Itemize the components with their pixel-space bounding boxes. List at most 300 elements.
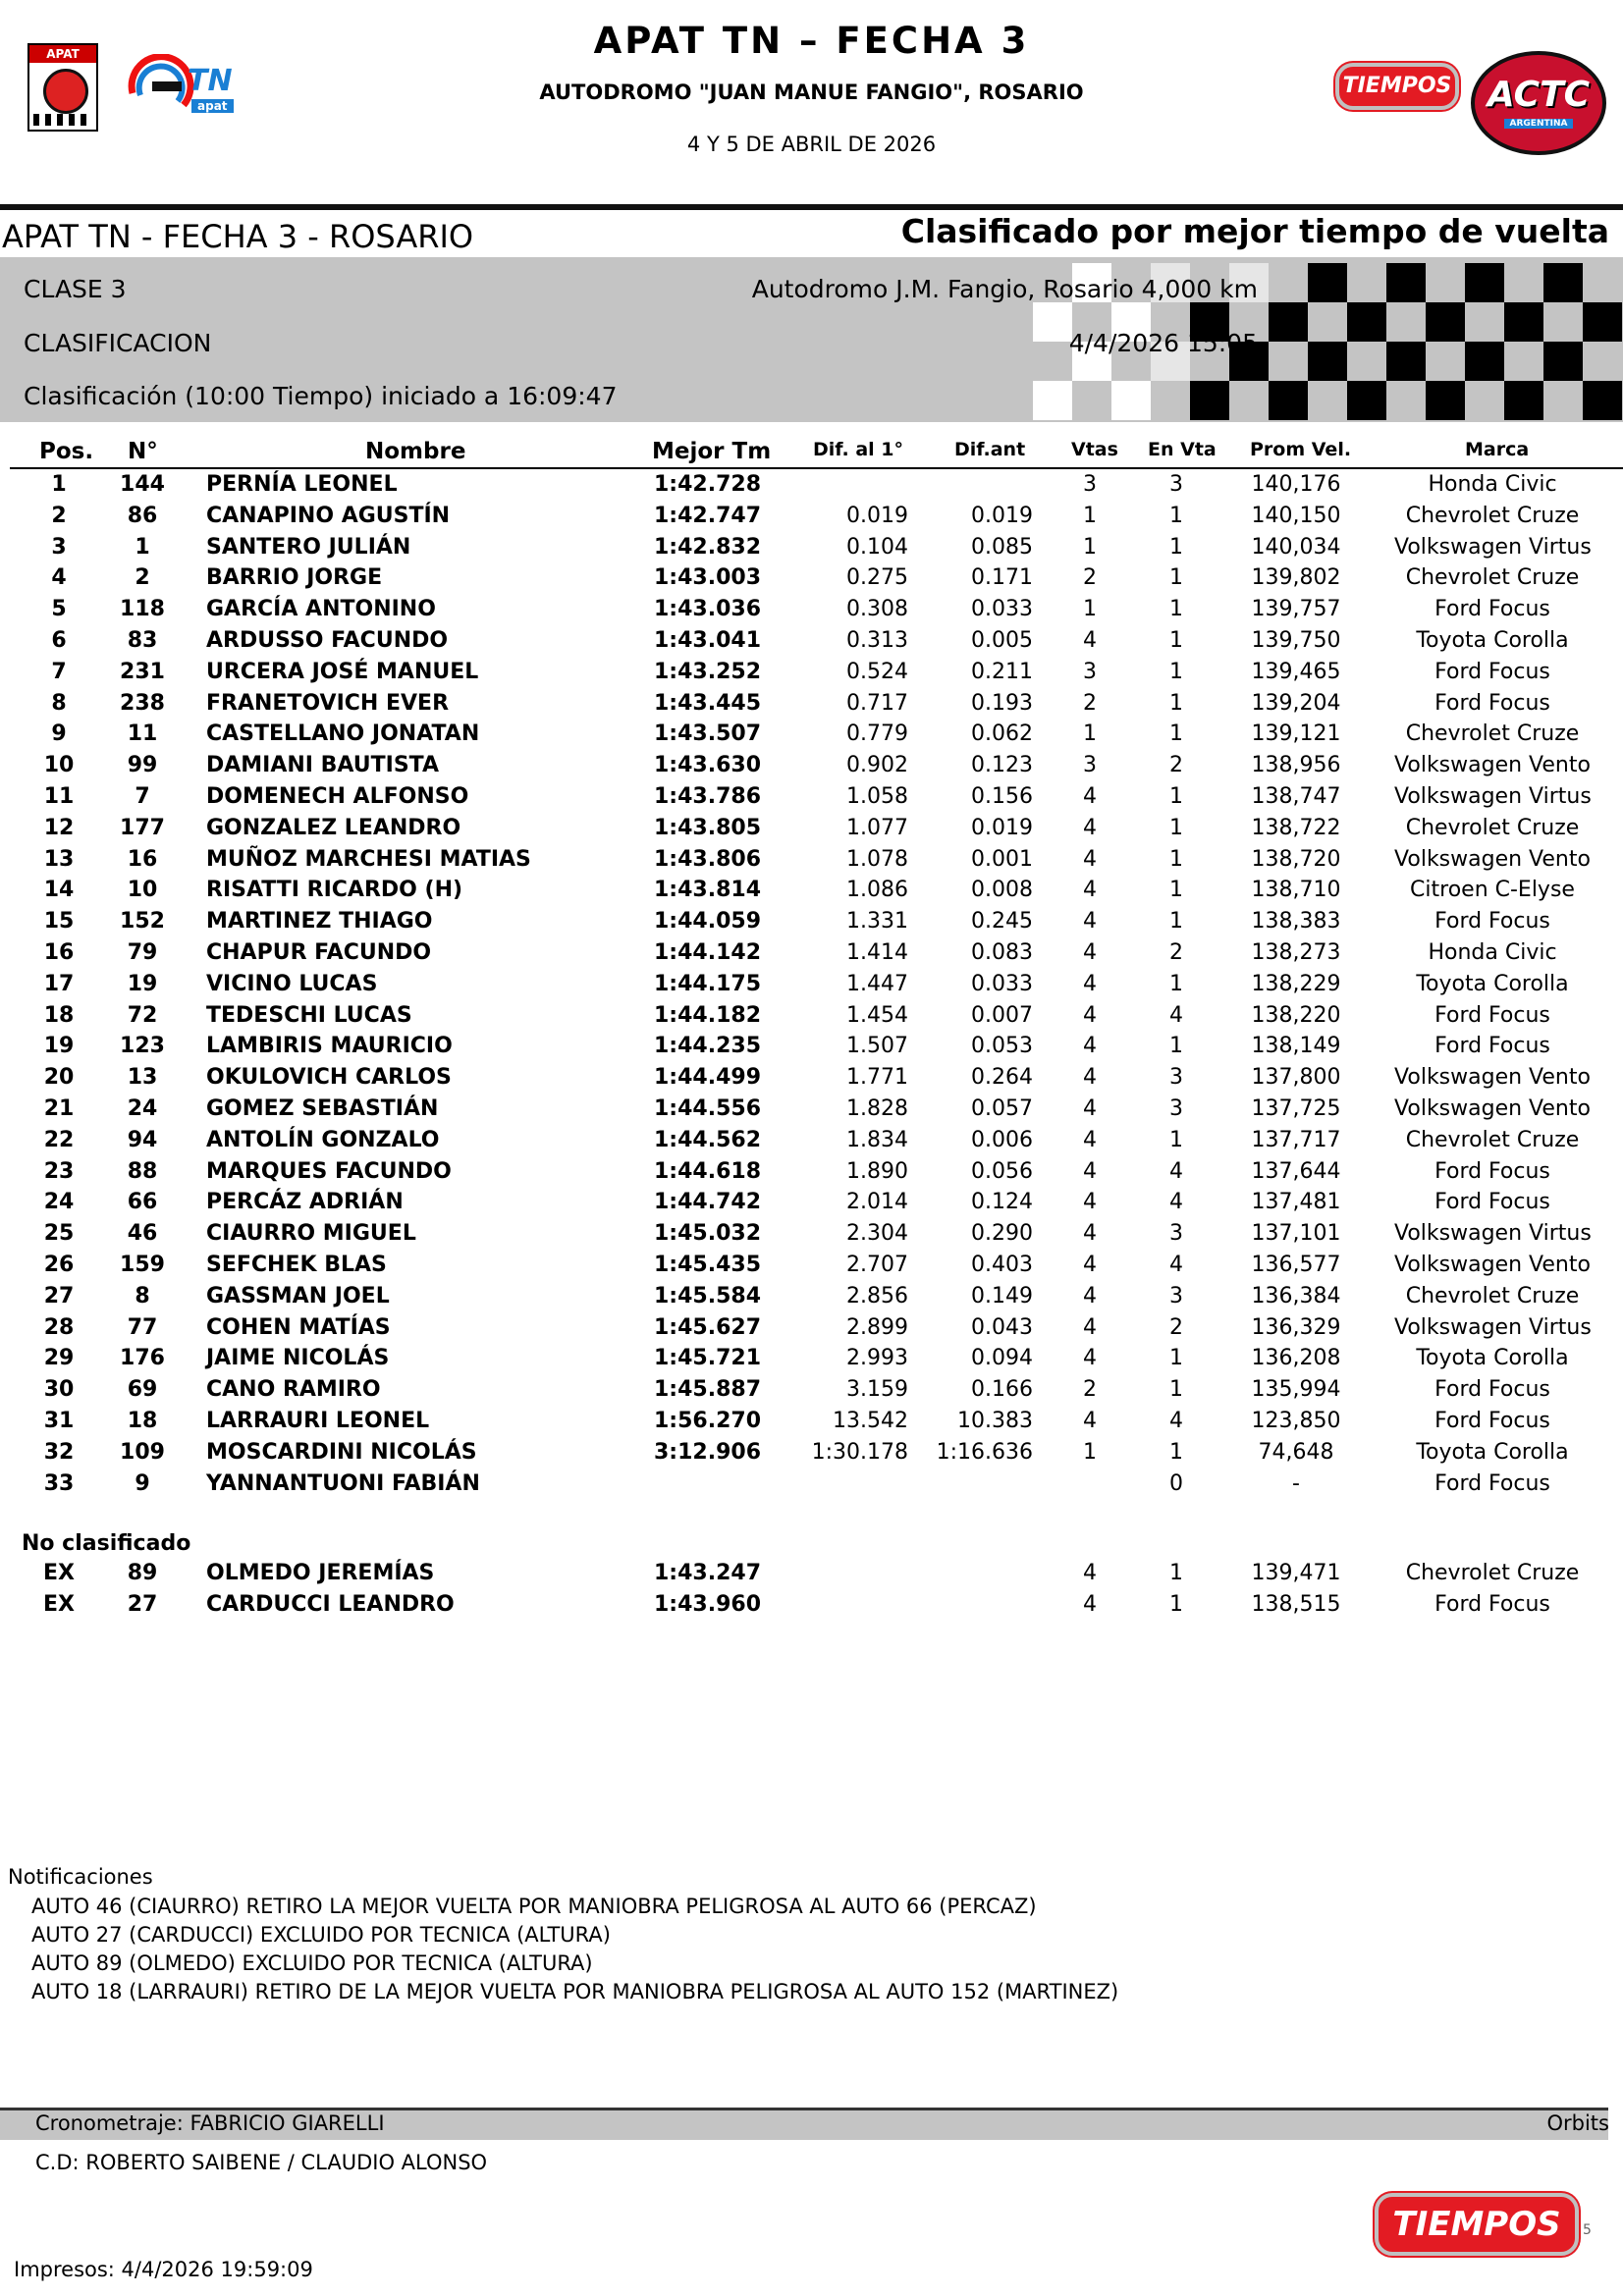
checker-square xyxy=(1347,381,1386,420)
cell-pos: 8 xyxy=(51,690,67,716)
cell-avg-speed: 139,121 xyxy=(1251,721,1341,747)
cell-best-time: 1:43.507 xyxy=(654,721,762,747)
cell-driver-name: MARQUES FACUNDO xyxy=(206,1158,452,1184)
cell-gap-first: 2.707 xyxy=(846,1253,908,1277)
cell-gap-first: 0.313 xyxy=(846,628,908,653)
cell-gap-first: 1.507 xyxy=(846,1034,908,1059)
cell-pos: 27 xyxy=(43,1283,75,1308)
tiempos-logo-footer-text: TIEMPOS xyxy=(1392,2205,1561,2244)
cell-gap-first: 3.159 xyxy=(846,1377,908,1403)
cell-laps: 4 xyxy=(1083,1096,1097,1121)
timing-credit: Cronometraje: FABRICIO GIARELLI xyxy=(35,2111,385,2135)
cell-laps: 4 xyxy=(1083,1002,1097,1028)
cell-pos: 31 xyxy=(43,1409,75,1433)
cell-gap-first: 1:30.178 xyxy=(811,1439,908,1465)
cell-laps: 4 xyxy=(1083,784,1097,809)
cell-laps: 4 xyxy=(1083,1409,1097,1433)
cell-pos: 17 xyxy=(43,971,75,996)
cell-pos: 7 xyxy=(51,659,67,684)
cell-in-lap: 3 xyxy=(1169,1065,1183,1091)
cell-number: 10 xyxy=(127,878,158,903)
cell-avg-speed: 138,220 xyxy=(1251,1002,1341,1028)
checker-square xyxy=(1111,381,1151,420)
cell-brand: Volkswagen Vento xyxy=(1394,1065,1591,1091)
cell-number: 66 xyxy=(127,1190,158,1215)
table-row xyxy=(0,721,1623,752)
cell-gap-prev: 0.057 xyxy=(971,1096,1033,1121)
table-row xyxy=(0,1096,1623,1127)
cell-in-lap: 1 xyxy=(1169,534,1183,560)
table-row xyxy=(0,784,1623,815)
cell-number: 177 xyxy=(120,815,165,840)
cell-gap-prev: 0.033 xyxy=(971,971,1033,996)
checker-square xyxy=(1426,302,1465,342)
cell-avg-speed: 138,273 xyxy=(1251,940,1341,965)
cell-number: 86 xyxy=(127,503,158,528)
cell-driver-name: MOSCARDINI NICOLÁS xyxy=(206,1439,477,1465)
cell-best-time: 1:44.235 xyxy=(654,1034,762,1059)
cell-number: 18 xyxy=(127,1409,158,1433)
cell-brand: Toyota Corolla xyxy=(1416,1346,1569,1371)
cell-in-lap: 2 xyxy=(1169,753,1183,778)
cell-avg-speed: 138,383 xyxy=(1251,909,1341,934)
checker-square xyxy=(1347,302,1386,342)
cell-gap-prev: 0.007 xyxy=(971,1002,1033,1028)
cell-pos: 14 xyxy=(43,878,75,903)
cell-avg-speed: 139,471 xyxy=(1251,1561,1341,1585)
checker-square xyxy=(1504,381,1543,420)
cell-driver-name: VICINO LUCAS xyxy=(206,971,378,996)
table-row xyxy=(0,1159,1623,1190)
cell-number: 123 xyxy=(120,1034,165,1059)
cell-gap-first: 1.414 xyxy=(846,940,908,965)
cell-brand: Ford Focus xyxy=(1434,909,1550,934)
cell-number: 11 xyxy=(127,721,158,747)
checker-square xyxy=(1190,381,1229,420)
event-name: APAT TN - FECHA 3 - ROSARIO xyxy=(2,218,474,255)
cell-gap-prev: 0.264 xyxy=(971,1065,1033,1091)
cell-driver-name: BARRIO JORGE xyxy=(206,565,383,591)
cell-best-time: 1:42.832 xyxy=(654,534,762,560)
table-row xyxy=(0,1471,1623,1502)
cell-in-lap: 1 xyxy=(1169,659,1183,684)
checker-square xyxy=(1543,342,1583,381)
cell-brand: Ford Focus xyxy=(1434,1158,1550,1184)
cell-in-lap: 4 xyxy=(1169,1190,1183,1215)
cell-pos: 22 xyxy=(43,1127,75,1152)
cell-number: 118 xyxy=(120,597,165,622)
cell-in-lap: 1 xyxy=(1169,971,1183,996)
notification-item: AUTO 46 (CIAURRO) RETIRO LA MEJOR VUELTA POR MANIOBRA PELIGROSA AL AUTO 66 (PERCAZ) xyxy=(31,1895,1037,1918)
table-row xyxy=(0,753,1623,783)
cell-gap-prev: 0.085 xyxy=(971,534,1033,560)
cell-avg-speed: 135,994 xyxy=(1251,1377,1341,1403)
cell-gap-first: 1.828 xyxy=(846,1096,908,1121)
cell-laps: 2 xyxy=(1083,565,1097,591)
cell-number: 88 xyxy=(127,1158,158,1184)
cell-brand: Ford Focus xyxy=(1434,1591,1550,1617)
cell-number: 231 xyxy=(120,659,165,684)
cell-avg-speed: 139,750 xyxy=(1251,628,1341,653)
cell-driver-name: OKULOVICH CARLOS xyxy=(206,1065,452,1091)
cell-pos: 13 xyxy=(43,846,75,872)
notification-item: AUTO 18 (LARRAURI) RETIRO DE LA MEJOR VUELTA POR MANIOBRA PELIGROSA AL AUTO 152 (MARTINEZ) xyxy=(31,1980,1119,2003)
cell-number: 94 xyxy=(127,1127,158,1152)
cell-avg-speed: 136,208 xyxy=(1251,1346,1341,1371)
cell-gap-prev: 0.005 xyxy=(971,628,1033,653)
cell-gap-prev: 0.056 xyxy=(971,1158,1033,1184)
cell-brand: Volkswagen Vento xyxy=(1394,1253,1591,1277)
cell-avg-speed: 138,720 xyxy=(1251,846,1341,872)
cell-driver-name: PERCÁZ ADRIÁN xyxy=(206,1190,404,1215)
cell-laps: 4 xyxy=(1083,909,1097,934)
table-row xyxy=(0,878,1623,908)
cell-laps: 4 xyxy=(1083,1065,1097,1091)
cell-in-lap: 1 xyxy=(1169,721,1183,747)
cell-driver-name: CIAURRO MIGUEL xyxy=(206,1221,416,1247)
table-row xyxy=(0,1003,1623,1034)
cell-best-time: 1:44.742 xyxy=(654,1190,762,1215)
cell-gap-first: 0.308 xyxy=(846,597,908,622)
cell-gap-first: 1.454 xyxy=(846,1002,908,1028)
cell-in-lap: 4 xyxy=(1169,1158,1183,1184)
cell-driver-name: TEDESCHI LUCAS xyxy=(206,1002,412,1028)
cell-brand: Ford Focus xyxy=(1434,597,1550,622)
tn-logo-subtext: apat xyxy=(191,99,234,113)
table-row xyxy=(0,1592,1623,1623)
cell-laps: 1 xyxy=(1083,721,1097,747)
cell-gap-first: 0.524 xyxy=(846,659,908,684)
table-row xyxy=(0,565,1623,596)
cell-number: 9 xyxy=(135,1470,150,1496)
cell-gap-first: 1.086 xyxy=(846,878,908,903)
cell-avg-speed: 74,648 xyxy=(1258,1439,1334,1465)
cell-avg-speed: 137,725 xyxy=(1251,1096,1341,1121)
cell-pos: 6 xyxy=(51,628,67,653)
col-header-gap-first: Dif. al 1° xyxy=(813,439,904,460)
cell-best-time: 1:43.003 xyxy=(654,565,762,591)
cell-avg-speed: 138,229 xyxy=(1251,971,1341,996)
cell-avg-speed: 140,176 xyxy=(1251,472,1341,497)
cell-pos: 16 xyxy=(43,940,75,965)
table-row xyxy=(0,1034,1623,1064)
cell-number: 152 xyxy=(120,909,165,934)
cell-pos: 30 xyxy=(43,1377,75,1403)
tn-logo-text: TN xyxy=(188,64,233,98)
checker-square xyxy=(1386,342,1426,381)
cell-number: 109 xyxy=(120,1439,165,1465)
cell-best-time: 1:45.032 xyxy=(654,1221,762,1247)
cell-in-lap: 3 xyxy=(1169,1283,1183,1308)
cell-best-time: 3:12.906 xyxy=(654,1439,762,1465)
cell-gap-first: 0.275 xyxy=(846,565,908,591)
cell-in-lap: 1 xyxy=(1169,1439,1183,1465)
cell-brand: Ford Focus xyxy=(1434,1409,1550,1433)
session-datetime: 4/4/2026 15:05 xyxy=(1068,329,1258,357)
cell-gap-first: 2.304 xyxy=(846,1221,908,1247)
cell-gap-prev: 0.156 xyxy=(971,784,1033,809)
table-row xyxy=(0,1561,1623,1591)
session-label: CLASIFICACION xyxy=(24,329,212,357)
cell-pos: 5 xyxy=(51,597,67,622)
cell-avg-speed: 140,034 xyxy=(1251,534,1341,560)
cell-number: 7 xyxy=(135,784,150,809)
cell-in-lap: 1 xyxy=(1169,784,1183,809)
table-row xyxy=(0,504,1623,534)
cell-laps: 4 xyxy=(1083,971,1097,996)
table-row xyxy=(0,847,1623,878)
cell-gap-prev: 10.383 xyxy=(957,1409,1033,1433)
cell-in-lap: 3 xyxy=(1169,1221,1183,1247)
table-row xyxy=(0,1409,1623,1439)
table-row xyxy=(0,628,1623,659)
col-header-best: Mejor Tm xyxy=(652,439,772,464)
checker-square xyxy=(1033,302,1072,342)
cell-best-time: 1:45.584 xyxy=(654,1283,762,1308)
cell-avg-speed: 139,204 xyxy=(1251,690,1341,716)
cell-laps: 4 xyxy=(1083,1158,1097,1184)
cell-avg-speed: 136,384 xyxy=(1251,1283,1341,1308)
cell-in-lap: 0 xyxy=(1169,1470,1183,1496)
cell-avg-speed: 123,850 xyxy=(1251,1409,1341,1433)
cell-avg-speed: 137,481 xyxy=(1251,1190,1341,1215)
printed-timestamp: Impresos: 4/4/2026 19:59:09 xyxy=(14,2258,313,2281)
table-row xyxy=(0,816,1623,846)
cell-brand: Citroen C-Elyse xyxy=(1410,878,1575,903)
cell-gap-prev: 0.124 xyxy=(971,1190,1033,1215)
cell-driver-name: COHEN MATÍAS xyxy=(206,1314,391,1340)
cell-gap-prev: 0.290 xyxy=(971,1221,1033,1247)
cell-number: 19 xyxy=(127,971,158,996)
table-row xyxy=(0,909,1623,939)
cell-best-time: 1:42.747 xyxy=(654,503,762,528)
cell-gap-prev: 0.043 xyxy=(971,1314,1033,1340)
cell-pos: 18 xyxy=(43,1002,75,1028)
col-header-name: Nombre xyxy=(365,439,466,464)
cell-driver-name: CARDUCCI LEANDRO xyxy=(206,1591,455,1617)
cell-brand: Volkswagen Virtus xyxy=(1394,1221,1592,1247)
cell-number: 83 xyxy=(127,628,158,653)
cell-brand: Volkswagen Vento xyxy=(1394,846,1591,872)
cell-pos: 1 xyxy=(51,472,67,497)
cell-driver-name: CANO RAMIRO xyxy=(206,1377,381,1403)
cell-brand: Chevrolet Cruze xyxy=(1405,1127,1580,1152)
cell-gap-prev: 0.019 xyxy=(971,503,1033,528)
cell-pos: 11 xyxy=(43,784,75,809)
cell-brand: Chevrolet Cruze xyxy=(1405,503,1580,528)
cell-laps: 1 xyxy=(1083,597,1097,622)
cell-gap-prev: 0.083 xyxy=(971,940,1033,965)
cell-laps: 4 xyxy=(1083,1034,1097,1059)
checker-square xyxy=(1386,263,1426,302)
table-row xyxy=(0,1346,1623,1376)
cell-best-time: 1:45.627 xyxy=(654,1314,762,1340)
checker-square xyxy=(1308,263,1347,302)
checker-square xyxy=(1465,263,1504,302)
table-row xyxy=(0,1440,1623,1470)
checker-square xyxy=(1543,263,1583,302)
table-row xyxy=(0,1128,1623,1158)
cell-gap-first: 2.993 xyxy=(846,1346,908,1371)
cell-gap-prev: 0.193 xyxy=(971,690,1033,716)
venue-subtitle: AUTODROMO "JUAN MANUE FANGIO", ROSARIO xyxy=(539,80,1084,104)
cell-avg-speed: 136,329 xyxy=(1251,1314,1341,1340)
cell-in-lap: 1 xyxy=(1169,815,1183,840)
cell-number: 159 xyxy=(120,1253,165,1277)
cell-brand: Honda Civic xyxy=(1428,940,1557,965)
cell-pos: 15 xyxy=(43,909,75,934)
cell-number: 24 xyxy=(127,1096,158,1121)
apat-logo-text: APAT xyxy=(29,45,96,63)
cell-brand: Volkswagen Virtus xyxy=(1394,534,1592,560)
cell-number: 13 xyxy=(127,1065,158,1091)
checker-square xyxy=(1308,342,1347,381)
cell-driver-name: RISATTI RICARDO (H) xyxy=(206,878,463,903)
cell-gap-first: 2.899 xyxy=(846,1314,908,1340)
cell-pos: 9 xyxy=(51,721,67,747)
cell-pos: EX xyxy=(43,1561,75,1585)
cell-avg-speed: 139,802 xyxy=(1251,565,1341,591)
cell-brand: Chevrolet Cruze xyxy=(1405,565,1580,591)
cell-in-lap: 1 xyxy=(1169,1127,1183,1152)
cell-best-time: 1:44.142 xyxy=(654,940,762,965)
track-info: Autodromo J.M. Fangio, Rosario 4,000 km xyxy=(751,275,1258,303)
cell-best-time: 1:43.247 xyxy=(654,1561,762,1585)
cell-pos: 29 xyxy=(43,1346,75,1371)
table-row xyxy=(0,660,1623,690)
cell-laps: 4 xyxy=(1083,1190,1097,1215)
cell-in-lap: 4 xyxy=(1169,1253,1183,1277)
cell-gap-first: 1.077 xyxy=(846,815,908,840)
cell-best-time: 1:44.182 xyxy=(654,1002,762,1028)
cell-best-time: 1:44.556 xyxy=(654,1096,762,1121)
cell-best-time: 1:44.499 xyxy=(654,1065,762,1091)
table-row xyxy=(0,940,1623,971)
cell-driver-name: DOMENECH ALFONSO xyxy=(206,784,469,809)
cell-brand: Ford Focus xyxy=(1434,1034,1550,1059)
table-row xyxy=(0,535,1623,565)
cell-number: 69 xyxy=(127,1377,158,1403)
cell-laps: 3 xyxy=(1083,472,1097,497)
cell-in-lap: 4 xyxy=(1169,1409,1183,1433)
cell-best-time: 1:42.728 xyxy=(654,472,762,497)
notification-item: AUTO 27 (CARDUCCI) EXCLUIDO POR TECNICA (ALTURA) xyxy=(31,1923,611,1947)
cell-gap-prev: 0.403 xyxy=(971,1253,1033,1277)
cell-best-time: 1:43.805 xyxy=(654,815,762,840)
cell-gap-prev: 0.094 xyxy=(971,1346,1033,1371)
cell-driver-name: GONZALEZ LEANDRO xyxy=(206,815,461,840)
cell-best-time: 1:43.445 xyxy=(654,690,762,716)
table-row xyxy=(0,1253,1623,1283)
cell-brand: Ford Focus xyxy=(1434,659,1550,684)
cell-best-time: 1:45.435 xyxy=(654,1253,762,1277)
table-row xyxy=(0,1065,1623,1095)
cell-gap-prev: 0.123 xyxy=(971,753,1033,778)
cell-brand: Chevrolet Cruze xyxy=(1405,1283,1580,1308)
cell-pos: 24 xyxy=(43,1190,75,1215)
cell-gap-first: 1.058 xyxy=(846,784,908,809)
checkered-strip-icon xyxy=(33,114,92,126)
cell-in-lap: 1 xyxy=(1169,628,1183,653)
cell-in-lap: 2 xyxy=(1169,940,1183,965)
cell-pos: 21 xyxy=(43,1096,75,1121)
table-row xyxy=(0,1190,1623,1220)
cell-pos: 33 xyxy=(43,1470,75,1496)
cell-gap-first: 1.890 xyxy=(846,1158,908,1184)
cell-driver-name: LARRAURI LEONEL xyxy=(206,1409,430,1433)
cell-driver-name: LAMBIRIS MAURICIO xyxy=(206,1034,453,1059)
cell-laps: 4 xyxy=(1083,1221,1097,1247)
cell-best-time: 1:43.041 xyxy=(654,628,762,653)
cell-brand: Ford Focus xyxy=(1434,1470,1550,1496)
cell-in-lap: 1 xyxy=(1169,690,1183,716)
cell-gap-prev: 0.033 xyxy=(971,597,1033,622)
cell-driver-name: FRANETOVICH EVER xyxy=(206,690,450,716)
cell-laps: 4 xyxy=(1083,1561,1097,1585)
cell-laps: 4 xyxy=(1083,1127,1097,1152)
cell-best-time: 1:43.960 xyxy=(654,1591,762,1617)
cell-pos: 25 xyxy=(43,1221,75,1247)
cell-best-time: 1:43.786 xyxy=(654,784,762,809)
cell-brand: Chevrolet Cruze xyxy=(1405,721,1580,747)
cell-brand: Volkswagen Vento xyxy=(1394,1096,1591,1121)
cell-gap-first: 2.014 xyxy=(846,1190,908,1215)
header-divider xyxy=(0,204,1623,210)
cell-avg-speed: 138,747 xyxy=(1251,784,1341,809)
cell-number: 46 xyxy=(127,1221,158,1247)
cell-in-lap: 1 xyxy=(1169,1034,1183,1059)
table-row xyxy=(0,972,1623,1002)
cell-best-time: 1:43.814 xyxy=(654,878,762,903)
cell-best-time: 1:45.887 xyxy=(654,1377,762,1403)
cell-brand: Toyota Corolla xyxy=(1416,1439,1569,1465)
cell-number: 72 xyxy=(127,1002,158,1028)
actc-logo-subtext: ARGENTINA xyxy=(1504,119,1573,129)
classification-type: Clasificado por mejor tiempo de vuelta xyxy=(900,212,1609,250)
cell-laps: 4 xyxy=(1083,1314,1097,1340)
cell-laps: 4 xyxy=(1083,878,1097,903)
not-classified-title: No clasificado xyxy=(22,1531,191,1556)
cell-brand: Ford Focus xyxy=(1434,1002,1550,1028)
cell-brand: Ford Focus xyxy=(1434,690,1550,716)
cell-gap-first: 2.856 xyxy=(846,1283,908,1308)
cell-gap-first: 13.542 xyxy=(833,1409,908,1433)
col-header-laps: Vtas xyxy=(1071,439,1118,460)
cell-number: 238 xyxy=(120,690,165,716)
cell-gap-first: 1.771 xyxy=(846,1065,908,1091)
cell-gap-first: 0.019 xyxy=(846,503,908,528)
cell-number: 16 xyxy=(127,846,158,872)
cell-in-lap: 1 xyxy=(1169,846,1183,872)
checker-square xyxy=(1465,342,1504,381)
cell-driver-name: ANTOLÍN GONZALO xyxy=(206,1127,440,1152)
table-row xyxy=(0,472,1623,503)
cell-number: 1 xyxy=(135,534,150,560)
table-row xyxy=(0,1315,1623,1346)
cell-driver-name: GARCÍA ANTONINO xyxy=(206,597,436,622)
cell-gap-prev: 0.053 xyxy=(971,1034,1033,1059)
checker-square xyxy=(1583,381,1622,420)
cell-in-lap: 1 xyxy=(1169,1591,1183,1617)
cell-laps: 3 xyxy=(1083,753,1097,778)
cell-brand: Toyota Corolla xyxy=(1416,971,1569,996)
cell-laps: 4 xyxy=(1083,815,1097,840)
cell-brand: Chevrolet Cruze xyxy=(1405,1561,1580,1585)
cell-number: 79 xyxy=(127,940,158,965)
cell-avg-speed: 138,515 xyxy=(1251,1591,1341,1617)
cell-avg-speed: 138,956 xyxy=(1251,753,1341,778)
class-label: CLASE 3 xyxy=(24,275,127,303)
